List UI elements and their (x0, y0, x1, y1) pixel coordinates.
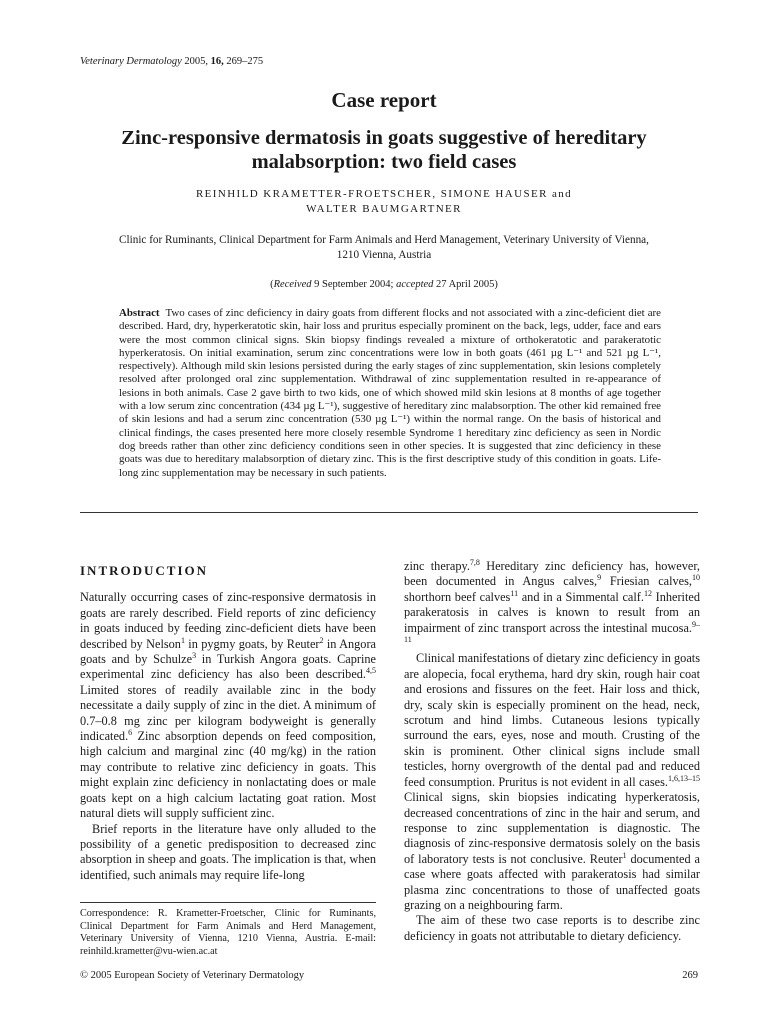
abstract (119, 307, 661, 480)
footnote-divider (80, 902, 376, 903)
intro-paragraph-1 (80, 590, 376, 821)
intro-paragraph-5: The aim of these two case reports is to describe zinc deficiency in goats not attributable to dietary deficiency. (404, 913, 700, 943)
intro-r2-text: documented a case where goats affected with parakeratosis had similar plasma zinc concentrations to those of unaffected goats grazing on a neighbouring farm. (404, 851, 700, 912)
citation-ref: 3 (192, 650, 197, 660)
intro-r1-text: zinc therapy. (404, 559, 470, 573)
authors-line-2: WALTER BAUMGARTNER (306, 203, 462, 215)
left-column (80, 559, 376, 883)
received-dates (0, 279, 768, 290)
article-title: Zinc-responsive dermatosis in goats suggestive of hereditary malabsorption: two field cases (121, 127, 647, 173)
journal-pages: 269–275 (226, 56, 264, 67)
intro-r1-text: and in a Simmental calf. (518, 589, 644, 604)
citation-ref: 4,5 (366, 666, 376, 676)
intro-paragraph-3 (404, 559, 700, 651)
journal-volume: 16, (210, 56, 224, 67)
citation-ref: 7,8 (469, 557, 480, 567)
journal-citation (80, 56, 263, 67)
right-column (404, 559, 700, 944)
abstract-divider (80, 512, 698, 513)
abstract-label: Abstract (119, 307, 160, 319)
accepted-label: accepted (396, 279, 434, 290)
citation-ref: 11 (510, 588, 519, 598)
correspondence-footnote: Correspondence: R. Krametter-Froetscher, Clinic for Ruminants, Clinical Department for Farm Animals and Herd Management, Veterinary University of Vienna, 1210 Vienna, Austria. E-mail: reinhild.krametter@vu-wien.ac.at (80, 908, 376, 957)
intro-paragraph-4 (404, 651, 700, 913)
received-label: Received (273, 279, 312, 290)
page-number: 269 (682, 970, 698, 981)
citation-ref: 1 (622, 850, 627, 860)
citation-ref: 2 (319, 635, 324, 645)
intro-r1-text: Friesian calves, (601, 574, 692, 589)
introduction-heading: INTRODUCTION (80, 563, 209, 578)
intro-r2-text: Clinical manifestations of dietary zinc deficiency in goats are alopecia, focal erythema, hard dry skin, rough hair coat and erosions and fissures on the feet. Hair loss and thick, dry, scaly skin is especially prominent on the head, neck, scrotum and hind limbs. Cutaneous lesions typically surround the ears, eyes, nose and mouth. Crusting of the skin is prominent. Other clinical signs include small testicles, horny overgrowth of the dental pad and reduced feed consumption. Pruritus is not evident in all cases. (404, 651, 700, 789)
intro-r1-text: Hereditary zinc deficiency has, however, been documented in Angus calves, (404, 559, 701, 589)
affiliation: Clinic for Ruminants, Clinical Department for Farm Animals and Herd Management, Veterinary University of Vienna, 1210 Vienna, Austria (119, 234, 649, 261)
intro-r1-text: Inherited parakeratosis in calves is known to result from an impairment of zinc transport across the intestinal mucosa. (404, 589, 701, 635)
author-list (100, 187, 668, 217)
citation-ref: 1 (180, 635, 185, 645)
intro-p1-text: Zinc absorption depends on feed composition, high calcium and marginal zinc (40 mg/kg) in the ration may contribute to relative zinc deficiency in goats. This might explain zinc deficiency in nonlactating does or male goats kept on a high calcium lactating goat ration. Most natural diets will supply sufficient zinc. (80, 729, 376, 821)
intro-r2-text: Clinical signs, skin biopsies indicating hyperkeratosis, decreased concentrations of zinc in the hair and serum, and response to zinc supplementation is diagnostic. The diagnosis of zinc-responsive dermatosis solely on the basis of laboratory tests is not conclusive. Reuter (404, 790, 700, 866)
accepted-date: 27 April 2005) (433, 279, 498, 290)
intro-p1-text: Naturally occurring cases of zinc-responsive dermatosis in goats are rarely described. Field reports of zinc deficiency in goats induced by feeding zinc-deficient diets have been described by Nelson (80, 590, 376, 651)
intro-p1-text: Limited stores of readily available zinc in the body necessitate a daily supply of zinc in the diet. A minimum of 0.7–0.8 mg zinc per kilogram bodyweight is generally indicated. (80, 682, 376, 744)
intro-paragraph-2: Brief reports in the literature have only alluded to the possibility of a genetic predisposition to decreased zinc absorption in sheep and goats. The implication is that, when identified, such animals may require life-long (80, 821, 376, 882)
intro-p1-text: in Turkish Angora goats. Caprine experimental zinc deficiency has also been described. (80, 652, 376, 682)
citation-ref: 12 (643, 588, 652, 598)
received-prefix: ( (270, 279, 274, 290)
journal-year: 2005, (184, 56, 209, 67)
copyright-notice: © 2005 European Society of Veterinary Dermatology (80, 970, 305, 981)
intro-r1-text: shorthorn beef calves (404, 589, 511, 604)
intro-p1-text: in Angora goats and by Schulze (80, 636, 376, 667)
citation-ref: 9–11 (404, 619, 700, 644)
received-date: 9 September 2004; (311, 279, 397, 290)
intro-p1-text: in pygmy goats, by Reuter (184, 636, 320, 651)
abstract-text: Two cases of zinc deficiency in dairy goats from different flocks and not associated with a zinc-deficient diet are described. Hard, dry, hyperkeratotic skin, hair loss and pruritus especially prominent on the back, legs, udder, face and ears were the most common clinical signs. Skin biopsy findings revealed a mixture of orthokeratotic and parakeratotic hyperkeratosis. On initial examination, serum zinc concentrations were low in both goats (461 µg L⁻¹ and 521 µg L⁻¹, respectively). Although mild skin lesions persisted during the early stages of zinc supplementation, skin lesions completely resolved after prolonged oral zinc supplementation. Withdrawal of zinc supplementation resulted in re-appearance of lesions in both animals. Case 2 gave birth to two kids, one of which showed mild skin lesions at 8 months of age together with a low serum zinc concentration (434 µg L⁻¹), suggestive of hereditary zinc malabsorption. The other kid remained free of skin lesions and had a serum zinc concentration (530 µg L⁻¹) within the normal range. On the basis of historical and clinical findings, the cases presented here more closely resemble Syndrome 1 hereditary zinc deficiency as seen in Nordic dog breeds rather than other zinc deficiency conditions seen in other species. It is suggested that zinc deficiency in these goats was due to hereditary malabsorption of dietary zinc. This is the first descriptive study of this condition in goats. Life-long zinc supplementation may be necessary in such patients. (119, 307, 661, 479)
citation-ref: 10 (692, 573, 700, 583)
journal-name: Veterinary Dermatology (80, 56, 182, 67)
section-label: Case report (331, 88, 437, 112)
citation-ref: 1,6,13–15 (668, 773, 700, 783)
authors-line-1: REINHILD KRAMETTER-FROETSCHER, SIMONE HAUSER and (195, 188, 573, 200)
citation-ref: 9 (597, 573, 602, 583)
citation-ref: 6 (128, 727, 133, 737)
